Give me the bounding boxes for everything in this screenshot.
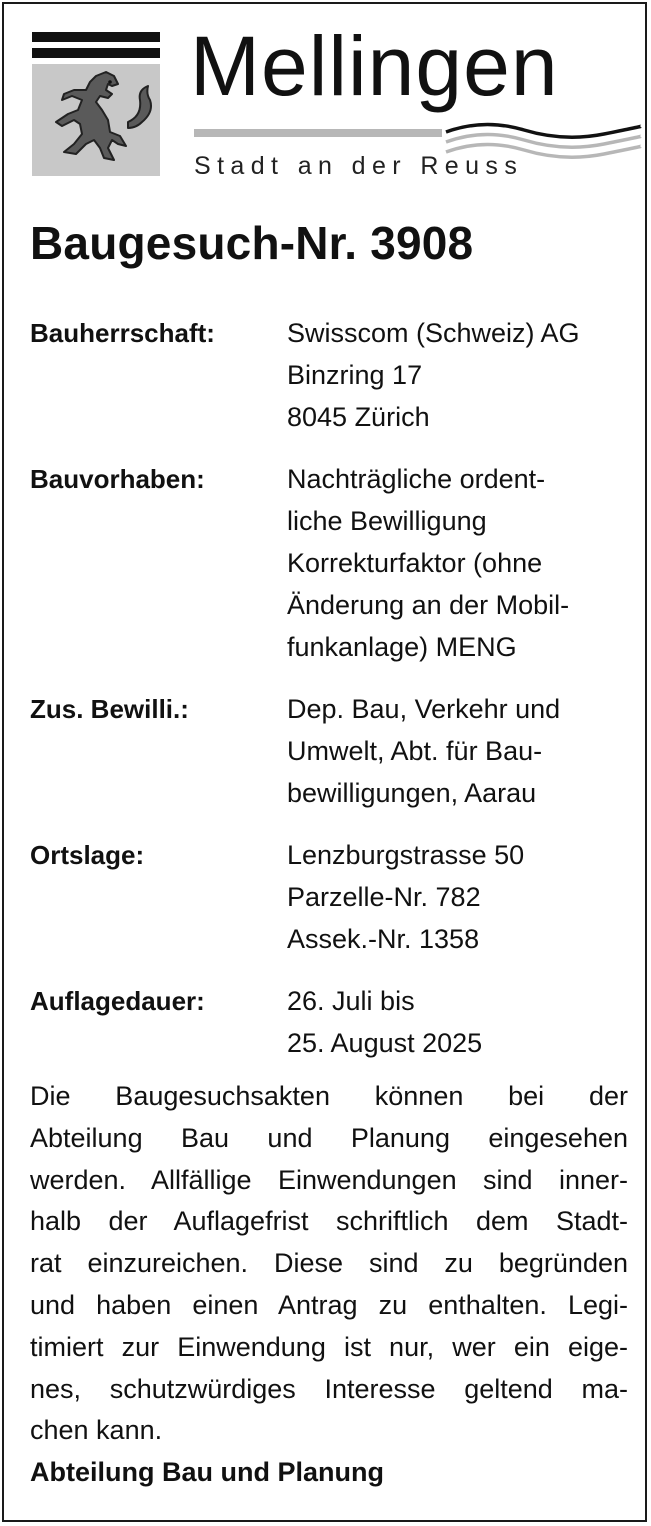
detail-label: Bauvorhaben: [30,464,205,494]
detail-value-line: 25. August 2025 [287,1028,483,1058]
detail-row [30,312,630,438]
lion-crest-icon [32,32,160,182]
detail-value-line: Assek.-Nr. 1358 [287,924,480,954]
logo-grey-bar [194,129,442,137]
notice-line: timiert zur Einwendung ist nur, wer ein eige- [30,1331,628,1362]
notice-line: werden. Allfällige Einwendungen sind inner- [30,1164,628,1195]
detail-value-line: Parzelle-Nr. 782 [287,882,481,912]
detail-row [30,458,630,668]
detail-value-line: Swisscom (Schweiz) AG [287,318,580,348]
notice-line: Abteilung Bau und Planung eingesehen [30,1122,628,1153]
notice-frame [2,2,647,1522]
detail-value-line: Binzring 17 [287,360,423,390]
detail-label: Ortslage: [30,840,145,870]
detail-value-line: Umwelt, Abt. für Bau- [287,736,543,766]
detail-value [287,834,630,960]
detail-value-line: bewilligungen, Aarau [287,778,537,808]
detail-row [30,688,630,814]
notice-line: nes, schutzwürdiges Interesse geltend ma- [30,1373,628,1404]
notice-title: Baugesuch-Nr. 3908 [30,217,474,269]
detail-value-line: Änderung an der Mobil- [287,590,570,620]
detail-value [287,312,630,438]
detail-value-line: Nachträgliche ordent- [287,464,546,494]
detail-value [287,688,630,814]
detail-label: Auflagedauer: [30,986,205,1016]
city-tagline: Stadt an der Reuss [194,152,524,180]
detail-label: Bauherrschaft: [30,318,215,348]
detail-value-line: 8045 Zürich [287,402,430,432]
detail-value-line: Lenzburgstrasse 50 [287,840,525,870]
detail-row [30,980,630,1064]
notice-line: halb der Auflagefrist schriftlich dem Stadt- [30,1206,628,1237]
notice-line: rat einzureichen. Diese sind zu begründen [30,1248,628,1279]
detail-label: Zus. Bewilli.: [30,694,189,724]
notice-line: Die Baugesuchsakten können bei der [30,1081,628,1111]
detail-value-line: funkanlage) MENG [287,632,517,662]
detail-value-line: liche Bewilligung [287,506,487,536]
city-name: Mellingen [190,19,559,113]
details-list [30,312,630,1084]
detail-value-line: Korrekturfaktor (ohne [287,548,543,578]
detail-value-line: 26. Juli bis [287,986,415,1016]
detail-value [287,458,630,668]
notice-paragraph [30,1076,628,1452]
detail-row [30,834,630,960]
signature: Abteilung Bau und Planung [30,1457,384,1487]
notice-line: chen kann. [30,1415,163,1446]
detail-value-line: Dep. Bau, Verkehr und [287,694,561,724]
notice-line: und haben einen Antrag zu enthalten. Legi- [30,1289,628,1320]
municipality-logo [32,19,642,192]
detail-value [287,980,630,1064]
